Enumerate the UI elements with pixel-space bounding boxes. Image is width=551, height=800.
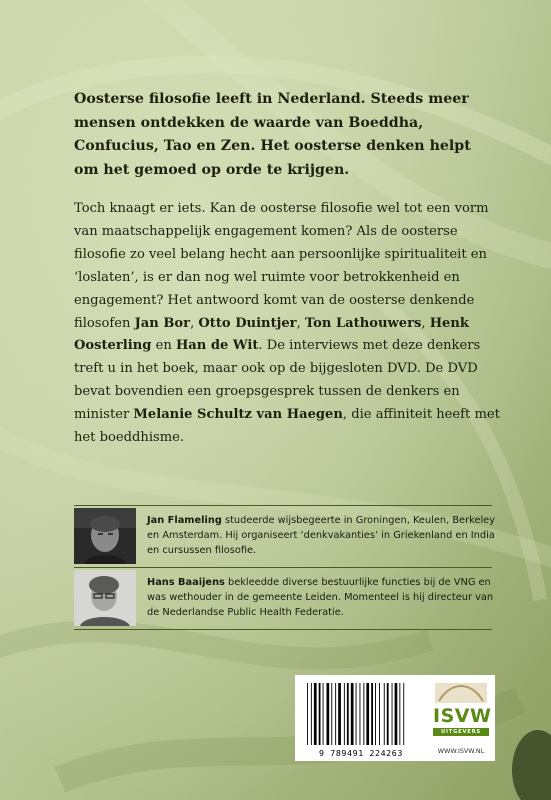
author-block-1 xyxy=(74,508,504,564)
barcode-bar xyxy=(314,683,317,745)
author-bio-text-1: studeerde wijsbegeerte in Groningen, Keulen, Berkeley en Amsterdam. Hij organiseert ‘denkvakanties’ in Griekenland en India en cursussen filosofie. xyxy=(147,515,496,556)
barcode-bar xyxy=(392,683,393,745)
divider-middle xyxy=(74,567,492,568)
author-bio-2 xyxy=(147,576,507,620)
barcode-bar xyxy=(311,683,312,745)
publisher-tagline: UITGEVERS xyxy=(433,728,489,736)
author-block-2 xyxy=(74,570,504,626)
barcode-bar xyxy=(307,683,308,745)
barcode-bar xyxy=(338,683,341,745)
separator-3: , xyxy=(421,315,430,331)
barcode-bar xyxy=(335,683,336,745)
body-paragraph xyxy=(74,198,504,450)
barcode-bar xyxy=(403,683,404,745)
author-photo-hans-baaijens xyxy=(74,570,136,626)
barcode-bar xyxy=(351,683,354,745)
publisher-url: WWW.ISVW.NL xyxy=(437,747,485,755)
barcode-bar xyxy=(360,683,361,745)
barcode-bar xyxy=(399,683,400,745)
barcode-bar xyxy=(395,683,398,745)
philosopher-name-5: Han de Wit xyxy=(175,338,259,354)
barcode-bar xyxy=(371,683,373,745)
author-bio-1 xyxy=(147,514,507,558)
publisher-logo-block xyxy=(427,675,495,761)
separator-2: , xyxy=(296,315,305,331)
barcode-bar xyxy=(319,683,321,745)
body-text-part-1: Toch knaagt er iets. Kan de oosterse filosofie wel tot een vorm van maatschappelijk engagement komen? Als de oosterse filosofie zo veel belang hecht aan persoonlijke spiritualiteit en ‘loslaten’, is er dan nog wel ruimte voor betrokkenheid en engagement? Het antwoord komt van de oosterse denkende filosofen xyxy=(74,201,489,331)
body-text-part-2: . De interviews met deze denkers treft u in het boek, maar ook op de bijgesloten DVD. De DVD bevat bovendien een groepsgesprek tussen de denkers en minister xyxy=(74,338,481,423)
barcode xyxy=(295,675,427,761)
barcode-bar xyxy=(327,683,330,745)
barcode-bar xyxy=(363,683,364,745)
barcode-number: 9 789491 224263 xyxy=(319,748,403,758)
barcode-bar xyxy=(379,683,380,745)
divider-bottom xyxy=(74,629,492,630)
barcode-bar xyxy=(323,683,324,745)
body-text-part-3: , die affiniteit heeft met het boeddhisme. xyxy=(74,407,500,446)
barcode-bar xyxy=(331,683,332,745)
author-photo-jan-flameling xyxy=(74,508,136,564)
separator-4: en xyxy=(151,338,176,354)
divider-top xyxy=(74,505,492,506)
author-name-2: Hans Baaijens xyxy=(147,577,225,588)
barcode-bar xyxy=(347,683,349,745)
philosopher-name-3: Ton Lathouwers xyxy=(304,315,422,331)
philosopher-name-2: Otto Duintjer xyxy=(198,315,297,331)
barcode-bar xyxy=(384,683,385,745)
intro-paragraph: Oosterse filosofie leeft in Nederland. Steeds meer mensen ontdekken de waarde van Boeddha, Confucius, Tao en Zen. Het oosterse denken helpt om het gemoed op orde te krijgen. xyxy=(74,91,471,178)
barcode-bar xyxy=(387,683,389,745)
barcode-bar xyxy=(356,683,357,745)
barcode-bar xyxy=(344,683,345,745)
philosopher-name-4: Henk Oosterling xyxy=(74,315,469,354)
author-bio-text-2: bekleedde diverse bestuurlijke functies bij de VNG en was wethouder in de gemeente Leiden. Momenteel is hij directeur van de Nederlandse Public Health Federatie. xyxy=(147,577,494,618)
barcode-bar xyxy=(366,683,369,745)
publisher-logo-text: ISVW xyxy=(433,705,492,727)
author-name-1: Jan Flameling xyxy=(147,515,222,526)
separator-1: , xyxy=(190,315,199,331)
barcode-bar xyxy=(375,683,376,745)
publisher-logo-mark xyxy=(427,675,495,705)
philosopher-name-1: Jan Bor xyxy=(134,315,191,331)
minister-name: Melanie Schultz van Haegen xyxy=(133,407,343,423)
